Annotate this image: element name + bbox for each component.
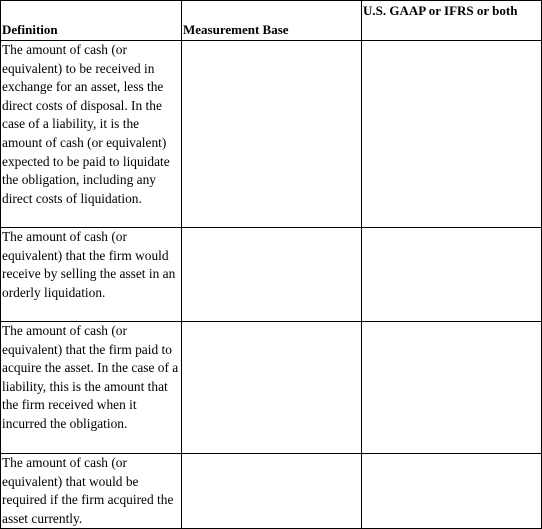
measurement-base-cell[interactable] (182, 228, 362, 322)
header-measurement-base: Measurement Base (182, 1, 362, 41)
header-definition: Definition (1, 1, 182, 41)
definition-cell: The amount of cash (or equivalent) that the firm paid to acquire the asset. In the case of a liability, this is the amount that the firm received when it incurred the obligation. (1, 322, 182, 454)
table-row (1, 41, 542, 228)
gaap-ifrs-cell[interactable] (362, 322, 542, 454)
table-row (1, 454, 542, 529)
measurement-base-cell[interactable] (182, 322, 362, 454)
gaap-ifrs-cell[interactable] (362, 228, 542, 322)
measurement-base-cell[interactable] (182, 454, 362, 529)
gaap-ifrs-cell[interactable] (362, 454, 542, 529)
gaap-ifrs-cell[interactable] (362, 41, 542, 228)
header-gaap-ifrs: U.S. GAAP or IFRS or both (362, 1, 542, 41)
table-row (1, 228, 542, 322)
definition-cell: The amount of cash (or equivalent) to be received in exchange for an asset, less the direct costs of disposal. In the case of a liability, it is the amount of cash (or equivalent) expected to be paid to liquidate the obligation, including any direct costs of liquidation. (1, 41, 182, 228)
measurement-base-cell[interactable] (182, 41, 362, 228)
table-row (1, 322, 542, 454)
definition-cell: The amount of cash (or equivalent) that the firm would receive by selling the asset in an orderly liquidation. (1, 228, 182, 322)
definition-cell: The amount of cash (or equivalent) that would be required if the firm acquired the asset currently. (1, 454, 182, 529)
header-row (1, 1, 542, 41)
